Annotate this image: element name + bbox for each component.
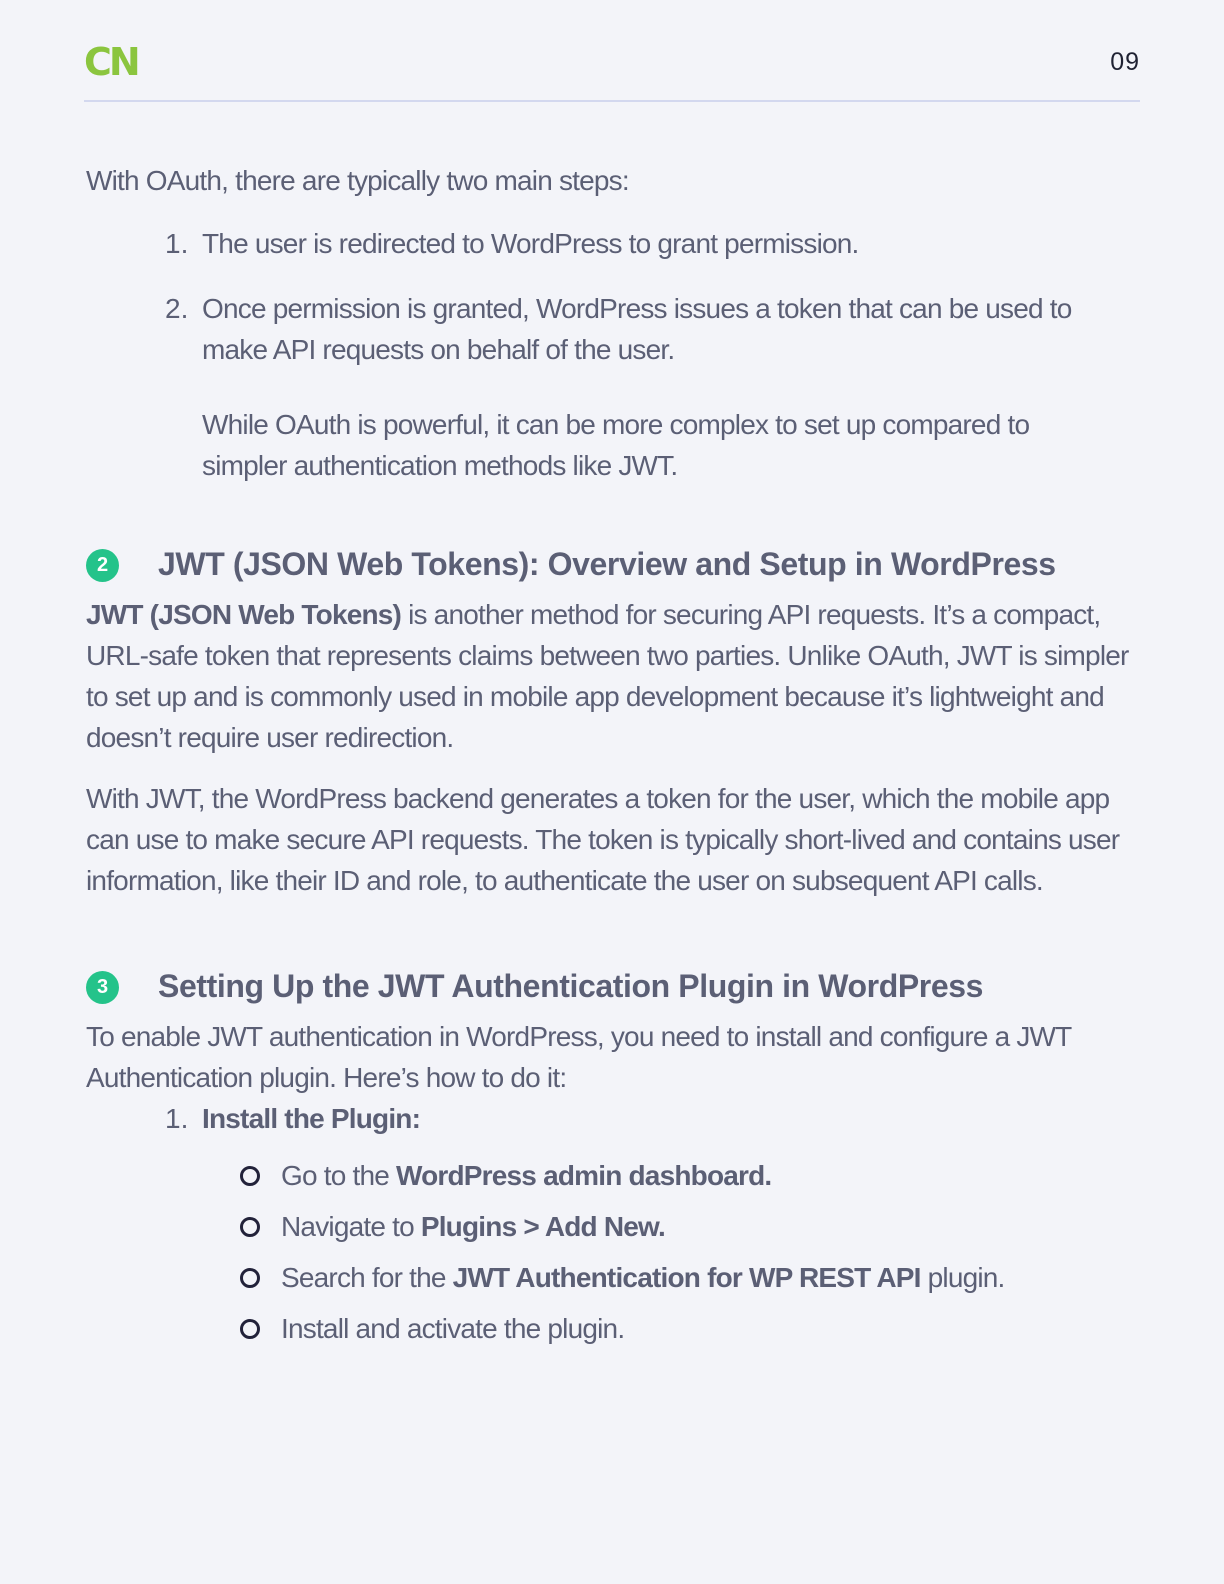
bullet-bold: Plugins > Add New.: [420, 1211, 665, 1242]
bullet-bold: JWT Authentication for WP REST API: [452, 1262, 921, 1293]
circle-bullet-icon: [240, 1268, 260, 1288]
bullet-bold: WordPress admin dashboard.: [395, 1160, 772, 1191]
cn-logo: [84, 41, 142, 81]
bullet-text: plugin.: [920, 1262, 1005, 1293]
oauth-steps-list: [86, 223, 1138, 486]
list-item: [86, 1206, 1138, 1247]
svg-text:CN: CN: [84, 41, 138, 81]
circle-bullet-icon: [240, 1217, 260, 1237]
plugin-intro: To enable JWT authentication in WordPress, you need to install and configure a JWT Authentication plugin. Here’s how to do it:: [86, 1021, 1071, 1093]
install-label: Install the Plugin:: [202, 1103, 421, 1134]
bullet-text: Search for the: [281, 1262, 453, 1293]
list-item: [86, 1155, 1138, 1196]
list-item: [86, 288, 1138, 486]
bullet-text: Go to the: [281, 1160, 396, 1191]
list-item-text: The user is redirected to WordPress to grant permission.: [202, 228, 859, 259]
install-substeps-list: [86, 1155, 1138, 1349]
circle-bullet-icon: [240, 1319, 260, 1339]
page-content: [86, 160, 1138, 1359]
list-item: [86, 1098, 1138, 1139]
list-number: 1.: [165, 228, 189, 259]
list-item: [86, 223, 1138, 264]
section-title: Setting Up the JWT Authentication Plugin in WordPress: [158, 968, 984, 1004]
section-heading-jwt: [86, 542, 1138, 586]
list-item-text: [202, 1098, 1138, 1139]
install-steps-list: [86, 1098, 1138, 1139]
bullet-text: Navigate to: [281, 1211, 421, 1242]
jwt-description: [86, 594, 1138, 758]
jwt-backend-paragraph: With JWT, the WordPress backend generates a token for the user, which the mobile app can use to make secure API requests. The token is typically short-lived and contains user information, like their ID and role, to authenticate the user on subsequent API calls.: [86, 783, 1120, 896]
page-header: [84, 38, 1140, 102]
list-item-text: Once permission is granted, WordPress issues a token that can be used to make API requests on behalf of the user.: [202, 293, 1072, 365]
jwt-description-text: is another method for securing API requests. It’s a compact, URL-safe token that represents claims between two parties. Unlike OAuth, JWT is simpler to set up and is commonly used in mobile app development because it’s lightweight and doesn’t require user redirection.: [86, 599, 1129, 753]
section-heading-plugin-setup: [86, 964, 1138, 1008]
list-item: [86, 1257, 1138, 1298]
circle-bullet-icon: [240, 1166, 260, 1186]
section-title: JWT (JSON Web Tokens): Overview and Setup in WordPress: [158, 546, 1056, 582]
list-item: [86, 1308, 1138, 1349]
page-number: 09: [1110, 48, 1140, 76]
oauth-intro: With OAuth, there are typically two main steps:: [86, 165, 629, 196]
oauth-note: While OAuth is powerful, it can be more complex to set up compared to simpler authentication methods like JWT.: [202, 409, 1030, 481]
section-number-badge: 2: [86, 549, 119, 582]
bullet-text: Install and activate the plugin.: [281, 1313, 625, 1344]
list-number: 2.: [165, 293, 189, 324]
list-number: 1.: [165, 1103, 189, 1134]
jwt-term: JWT (JSON Web Tokens): [86, 599, 402, 630]
section-number-badge: 3: [86, 971, 119, 1004]
